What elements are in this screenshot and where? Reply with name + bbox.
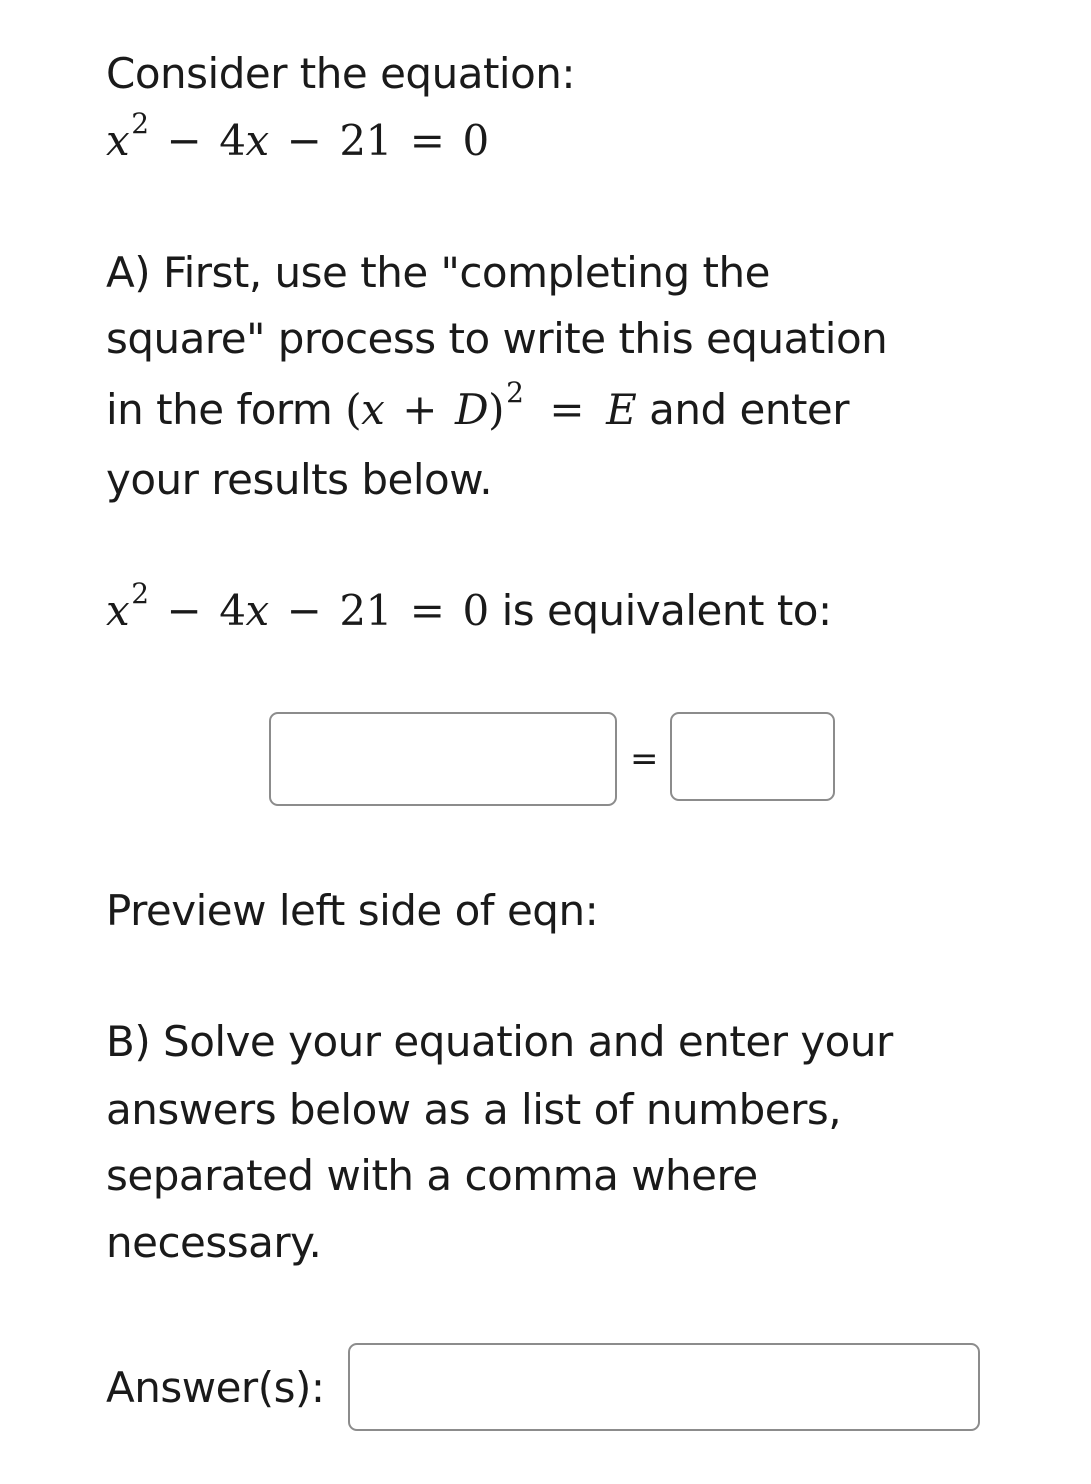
constant: 21 [339, 586, 392, 635]
equals-sign: = [409, 586, 445, 635]
given-equation [106, 108, 489, 174]
minus-sign: − [166, 116, 202, 165]
plus-sign: + [402, 385, 437, 434]
var-x: x [245, 116, 269, 165]
part-a-line-2: square" process to write this equation [106, 314, 888, 363]
equivalent-statement [106, 578, 832, 644]
part-a-line-3 [106, 377, 849, 443]
target-form [345, 376, 637, 434]
exponent: 2 [131, 107, 149, 140]
rhs-value: 0 [462, 116, 489, 165]
equals-sign: = [409, 116, 445, 165]
consider-label: Consider the equation: [106, 49, 576, 98]
equals-sign: = [549, 385, 585, 434]
coefficient: 4 [219, 586, 246, 635]
var-x: x [245, 586, 269, 635]
part-b-line-1: B) Solve your equation and enter your [106, 1017, 893, 1066]
equivalent-suffix: is equivalent to: [488, 586, 832, 635]
minus-sign: − [166, 586, 202, 635]
coefficient: 4 [219, 116, 246, 165]
var-x: x [106, 586, 130, 635]
minus-sign: − [286, 116, 322, 165]
part-b-line-4: necessary. [106, 1218, 322, 1267]
constant: 21 [339, 116, 392, 165]
right-side-input[interactable] [670, 712, 835, 801]
var-d: D [454, 385, 489, 434]
minus-sign: − [286, 586, 322, 635]
var-x: x [361, 385, 385, 434]
left-side-input[interactable] [269, 712, 617, 806]
exponent: 2 [506, 376, 524, 409]
answers-label: Answer(s): [106, 1363, 325, 1412]
answers-input[interactable] [348, 1343, 980, 1431]
part-b-line-2: answers below as a list of numbers, [106, 1085, 842, 1134]
exponent: 2 [131, 577, 149, 610]
part-a-line-1: A) First, use the "completing the [106, 248, 770, 297]
var-x: x [106, 116, 130, 165]
answer-equals-sign: = [630, 739, 659, 779]
right-paren: ) [488, 385, 505, 434]
form-suffix: and enter [636, 385, 850, 434]
preview-label: Preview left side of eqn: [106, 886, 599, 935]
part-a-line-4: your results below. [106, 455, 493, 504]
equivalent-equation [106, 577, 489, 635]
form-prefix: in the form [106, 385, 346, 434]
rhs-value: 0 [462, 586, 489, 635]
left-paren: ( [345, 385, 362, 434]
part-b-line-3: separated with a comma where [106, 1151, 758, 1200]
var-e: E [606, 385, 637, 434]
